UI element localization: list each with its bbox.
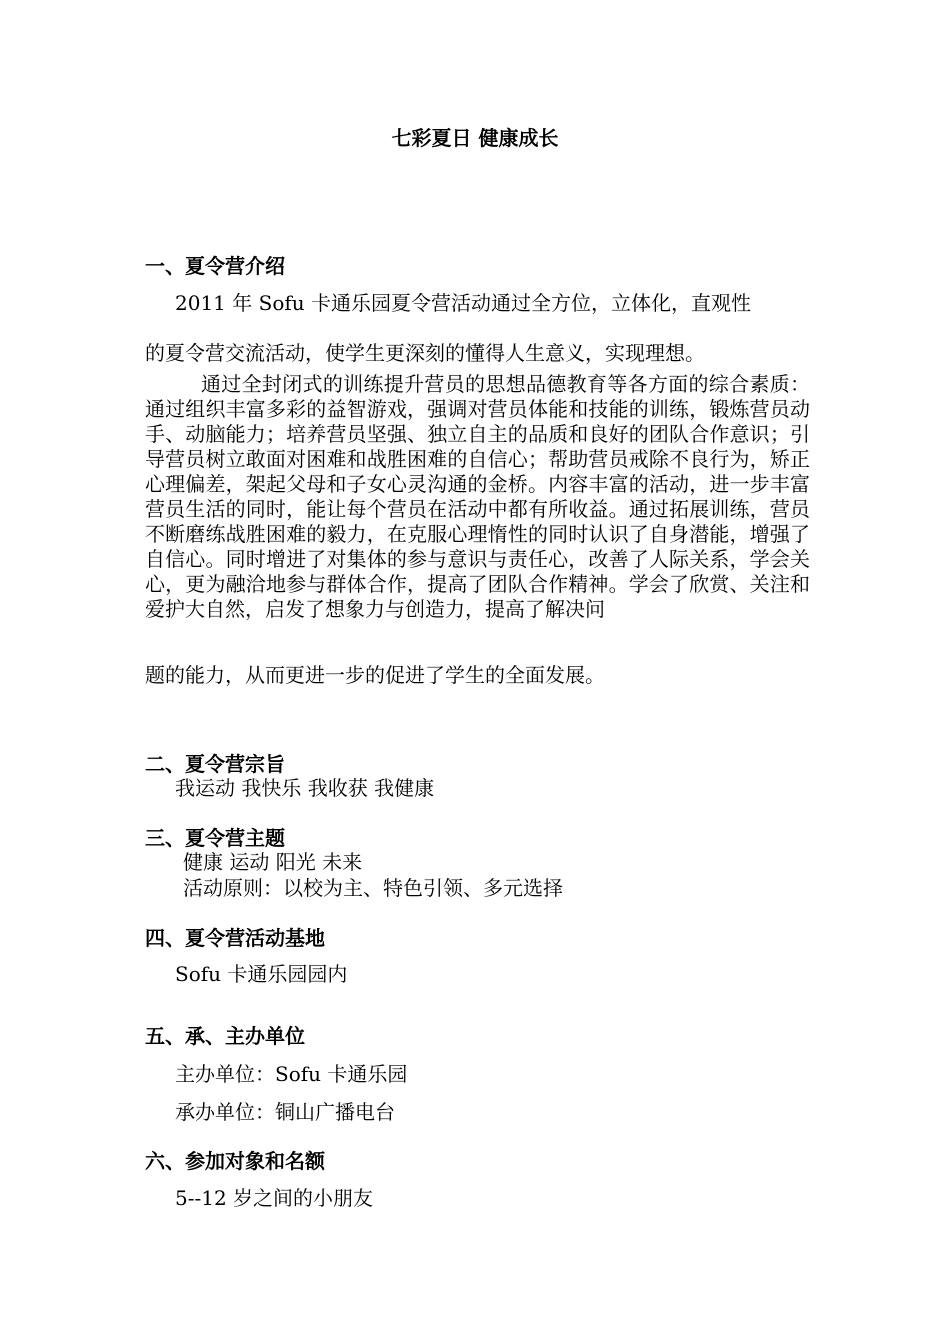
section-5-line-1: 主办单位：Sofu 卡通乐园 — [175, 1062, 408, 1086]
section-3-heading: 三、夏令营主题 — [145, 826, 285, 850]
section-3-line-1: 健康 运动 阳光 未来 — [183, 850, 363, 874]
section-5-heading: 五、承、主办单位 — [145, 1024, 305, 1048]
section-1-intro-line-2: 的夏令营交流活动，使学生更深刻的懂得人生意义，实现理想。 — [145, 341, 705, 365]
section-3-line-2: 活动原则：以校为主、特色引领、多元选择 — [183, 876, 563, 900]
section-4-heading: 四、夏令营活动基地 — [145, 926, 325, 950]
document-title: 七彩夏日 健康成长 — [391, 126, 559, 150]
section-1-closing-line: 题的能力，从而更进一步的促进了学生的全面发展。 — [145, 663, 605, 687]
section-5-line-2: 承办单位：铜山广播电台 — [175, 1100, 395, 1124]
section-6-line-1: 5--12 岁之间的小朋友 — [175, 1186, 374, 1210]
section-6-heading: 六、参加对象和名额 — [145, 1149, 325, 1173]
section-1-intro-line-1: 2011 年 Sofu 卡通乐园夏令营活动通过全方位，立体化，直观性 — [175, 291, 751, 315]
section-2-heading: 二、夏令营宗旨 — [145, 752, 285, 776]
section-1-paragraph: 通过全封闭式的训练提升营员的思想品德教育等各方面的综合素质：通过组织丰富多彩的益智游戏，强调对营员体能和技能的训练，锻炼营员动手、动脑能力；培养营员坚强、独立自主的品质和良好的团队合作意识；引导营员树立敢面对困难和战胜困难的自信心；帮助营员戒除不良行为，矫正心理偏差，架起父母和子女心灵沟通的金桥。内容丰富的活动，进一步丰富营员生活的同时，能让每个营员在活动中都有所收益。通过拓展训练，营员不断磨练战胜困难的毅力，在克服心理惰性的同时认识了自身潜能，增强了自信心。同时增进了对集体的参与意识与责任心，改善了人际关系，学会关心，更为融洽地参与群体合作，提高了团队合作精神。学会了欣赏、关注和爱护大自然，启发了想象力与创造力，提高了解决问 — [145, 372, 810, 621]
section-4-line-1: Sofu 卡通乐园园内 — [175, 962, 348, 986]
section-1-heading: 一、夏令营介绍 — [145, 254, 285, 278]
section-2-line-1: 我运动 我快乐 我收获 我健康 — [175, 776, 435, 800]
